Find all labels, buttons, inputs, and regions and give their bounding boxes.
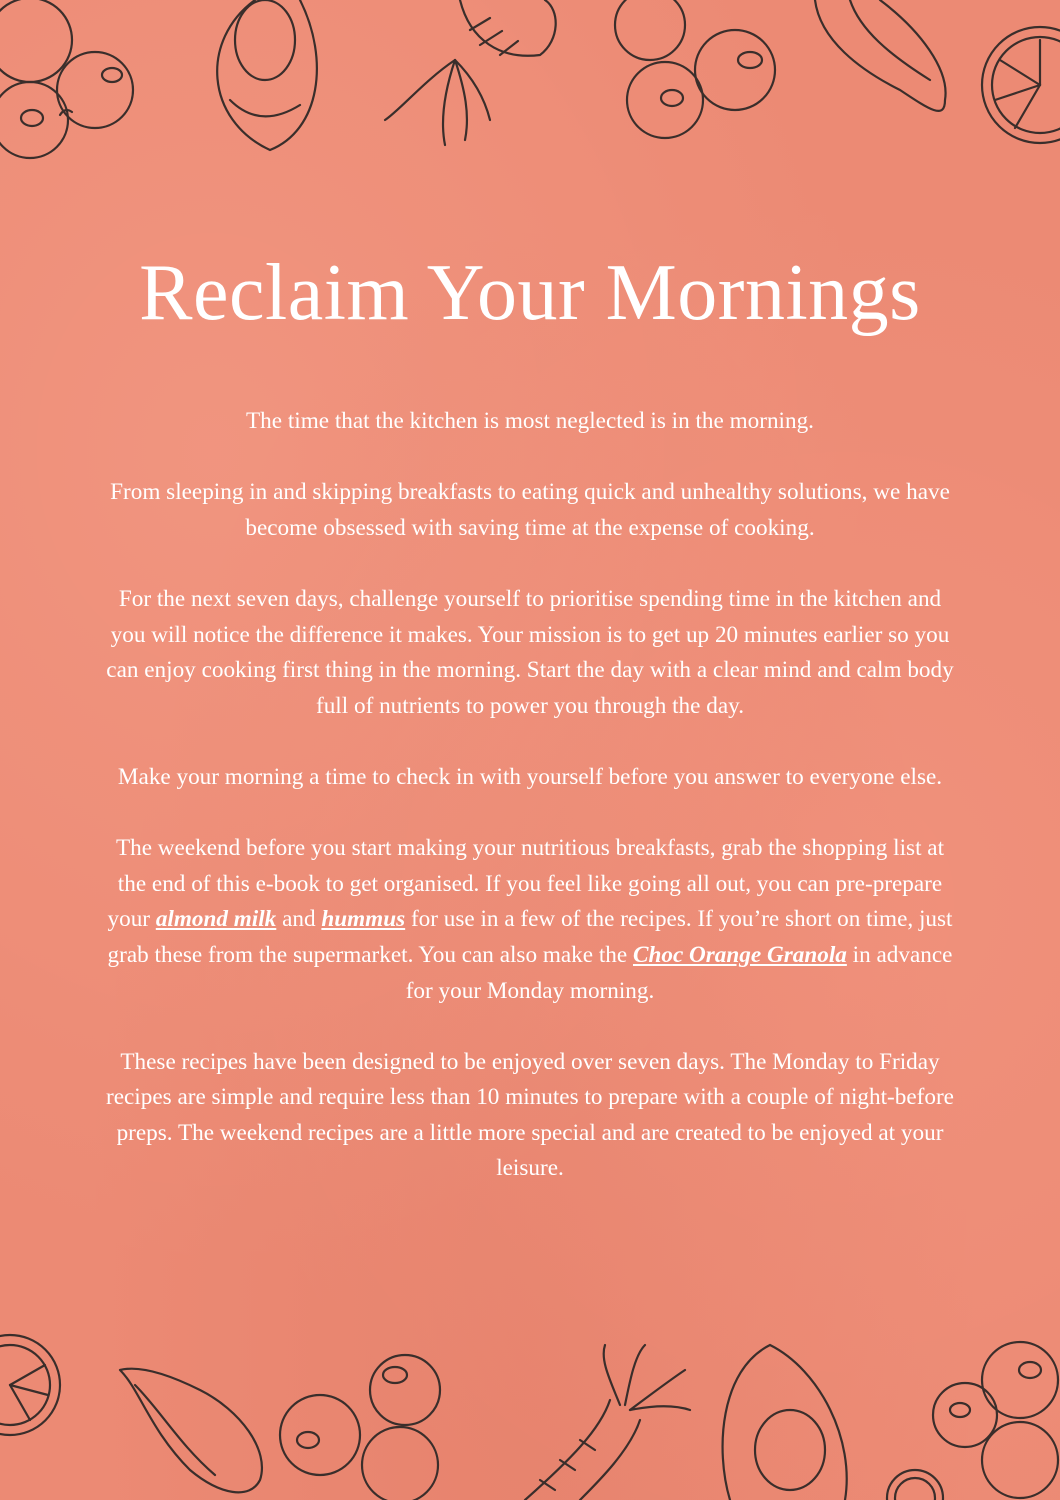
paragraph: For the next seven days, challenge yourself to prioritise spending time in the kitchen and you will notice the difference it makes. Your mission is to get up 20 minutes earlier so you can enjoy cooking first thing in the morning. Start the day with a clear mind and calm body full of nutrients to power you through the day. (106, 585, 954, 719)
almond-milk-link[interactable]: almond milk (155, 906, 277, 933)
paragraph: These recipes have been designed to be enjoyed over seven days. The Monday to Friday recipes are simple and require less than 10 minutes to prepare with a couple of night-before preps. The weekend recipes are a little more special and are created to be enjoyed at your leisure. (106, 1048, 954, 1182)
paragraph-text: in advance for your Monday morning. (405, 941, 953, 1004)
paragraph-text: and (276, 906, 322, 933)
bottom-food-doodle-border (0, 1330, 1060, 1500)
paragraph-with-links (100, 831, 960, 1009)
paragraph: Make your morning a time to check in with yourself before you answer to everyone else. (117, 763, 943, 790)
paragraph: The time that the kitchen is most neglected is in the morning. (246, 408, 814, 434)
orange-slice-icon (887, 1470, 943, 1500)
page-title: Reclaim Your Mornings (139, 249, 921, 337)
orange-slice-icon (982, 27, 1060, 143)
berries-icon (0, 0, 133, 158)
paragraph-text: for use in a few of the recipes. If you’re short on time, just grab these from the supermarket. You can also make the (107, 906, 953, 968)
berries-icon (615, 0, 775, 138)
paragraph: From sleeping in and skipping breakfasts to eating quick and unhealthy solutions, we have become obsessed with saving time at the expense of cooking. (110, 479, 950, 541)
carrot-icon (525, 1345, 690, 1500)
choc-orange-granola-link[interactable]: Choc Orange Granola (632, 941, 847, 968)
intro-text (100, 404, 960, 1223)
avocado-icon (120, 1369, 262, 1493)
berries-icon (280, 1355, 440, 1500)
orange-slice-icon (0, 1335, 60, 1435)
carrot-icon (385, 0, 556, 145)
top-food-doodle-border (0, 0, 1060, 170)
avocado-icon (815, 0, 946, 111)
avocado-icon (217, 0, 317, 150)
bottom-doodles-svg (0, 1330, 1060, 1500)
top-doodles-svg (0, 0, 1060, 170)
avocado-icon (723, 1345, 847, 1500)
berries-icon (933, 1342, 1058, 1498)
hummus-link[interactable]: hummus (321, 906, 406, 933)
paragraph-text: The weekend before you start making your nutritious breakfasts, grab the shopping list at the end of this e-book to get organised. If you feel like going all out, you can pre-prepare your (107, 835, 945, 933)
